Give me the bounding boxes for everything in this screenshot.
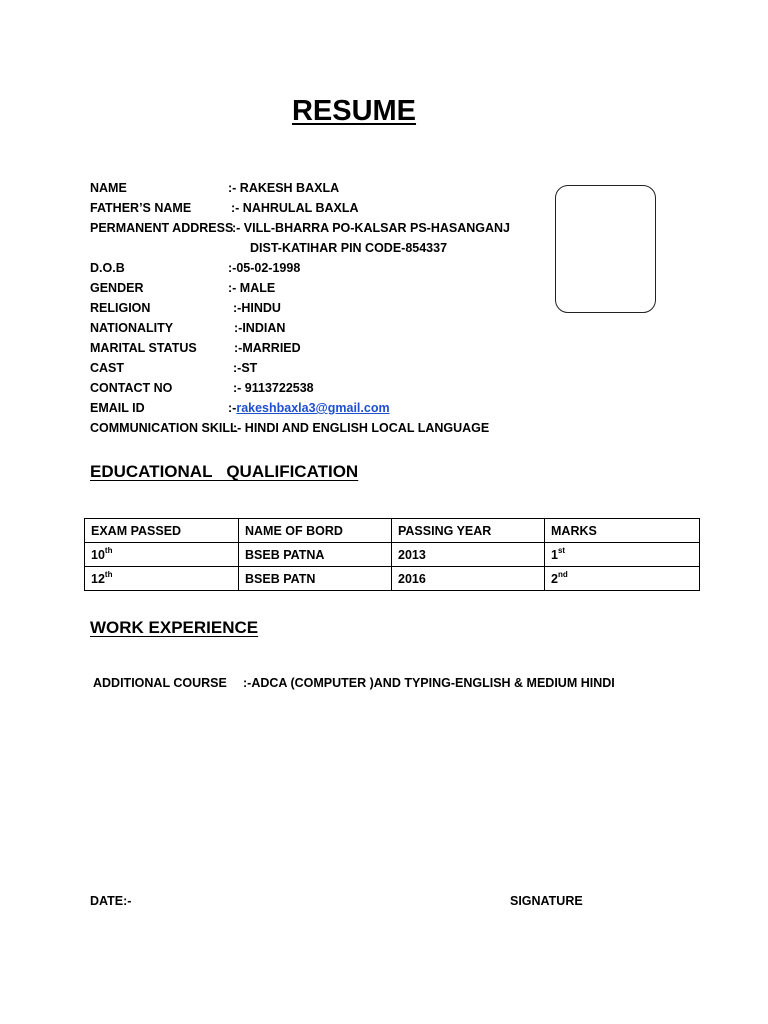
signature-label: SIGNATURE — [510, 894, 583, 908]
cast-label: CAST — [90, 361, 125, 375]
exam-cell: 10th — [85, 543, 239, 567]
table-row — [85, 567, 700, 591]
marks-cell: 2nd — [545, 567, 700, 591]
table-header-row — [85, 519, 700, 543]
address-label: PERMANENT ADDRESS — [90, 221, 234, 235]
fathers-name-value: :- NAHRULAL BAXLA — [231, 201, 359, 215]
column-header: MARKS — [545, 519, 700, 543]
table-row — [85, 543, 700, 567]
gender-label: GENDER — [90, 281, 144, 295]
resume-title: RESUME — [291, 95, 417, 127]
date-label: DATE:- — [90, 894, 132, 908]
email-label: EMAIL ID — [90, 401, 145, 415]
column-header: EXAM PASSED — [85, 519, 239, 543]
column-header: PASSING YEAR — [392, 519, 545, 543]
communication-value: :- HINDI AND ENGLISH LOCAL LANGUAGE — [233, 421, 490, 435]
email-link[interactable]: rakeshbaxla3@gmail.com — [236, 401, 390, 415]
fathers-name-label: FATHER’S NAME — [90, 201, 192, 215]
cast-value: :-ST — [233, 361, 258, 375]
dob-value: :-05-02-1998 — [228, 261, 301, 275]
work-experience-heading: WORK EXPERIENCE — [90, 618, 259, 637]
marital-status-label: MARITAL STATUS — [90, 341, 197, 355]
communication-label: COMMUNICATION SKILL — [90, 421, 238, 435]
dob-label: D.O.B — [90, 261, 125, 275]
contact-value: :- 9113722538 — [233, 381, 314, 395]
marital-status-value: :-MARRIED — [234, 341, 301, 355]
education-table — [84, 518, 700, 591]
gender-value: :- MALE — [228, 281, 276, 295]
board-cell: BSEB PATNA — [239, 543, 392, 567]
contact-label: CONTACT NO — [90, 381, 173, 395]
education-heading: EDUCATIONAL QUALIFICATION — [90, 462, 359, 481]
board-cell: BSEB PATN — [239, 567, 392, 591]
exam-cell: 12th — [85, 567, 239, 591]
column-header: NAME OF BORD — [239, 519, 392, 543]
nationality-value: :-INDIAN — [234, 321, 286, 335]
additional-course-value: :-ADCA (COMPUTER )AND TYPING-ENGLISH & MEDIUM HINDI — [243, 676, 615, 690]
nationality-label: NATIONALITY — [90, 321, 174, 335]
name-value: :- RAKESH BAXLA — [228, 181, 340, 195]
address-value: :- VILL-BHARRA PO-KALSAR PS-HASANGANJ — [232, 221, 511, 235]
marks-cell: 1st — [545, 543, 700, 567]
year-cell: 2013 — [392, 543, 545, 567]
email-prefix: :- — [228, 401, 237, 415]
religion-label: RELIGION — [90, 301, 151, 315]
name-label: NAME — [90, 181, 127, 195]
religion-value: :-HINDU — [233, 301, 281, 315]
photo-placeholder — [555, 185, 656, 313]
year-cell: 2016 — [392, 567, 545, 591]
address-line2-value: DIST-KATIHAR PIN CODE-854337 — [250, 241, 448, 255]
email-value — [228, 401, 390, 415]
additional-course-label: ADDITIONAL COURSE — [93, 676, 227, 690]
